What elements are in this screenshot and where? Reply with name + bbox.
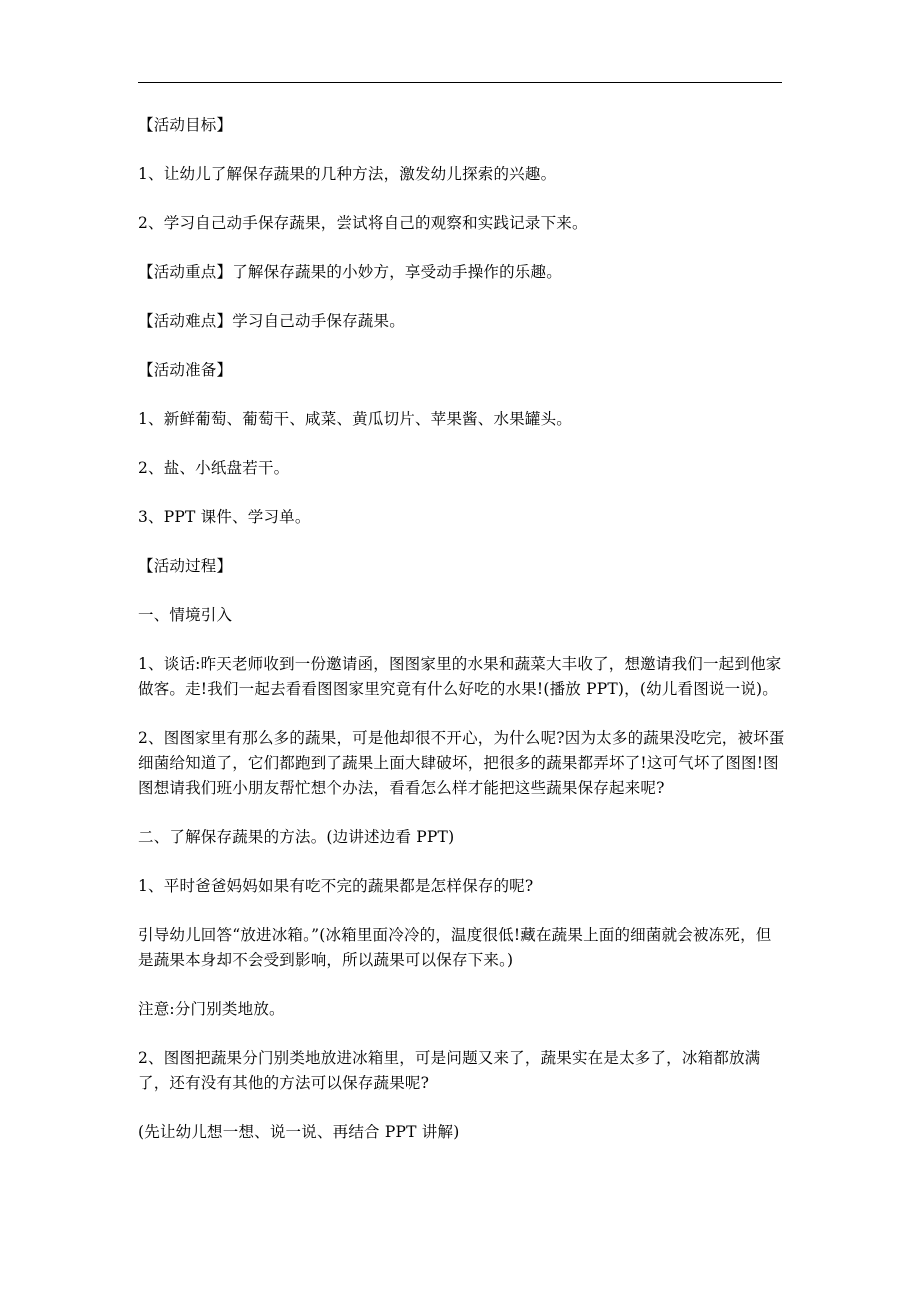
- difficult-point: 【活动难点】学习自己动手保存蔬果。: [138, 312, 405, 330]
- process-paragraph: (先让幼儿想一想、说一说、再结合 PPT 讲解): [138, 1123, 460, 1141]
- section-heading-preparation: 【活动准备】: [138, 361, 233, 379]
- preparation-item-2: 2、盐、小纸盘若干。: [138, 459, 290, 477]
- process-paragraph: 1、谈话:昨天老师收到一份邀请函，图图家里的水果和蔬菜大丰收了，想邀请我们一起到他家做客。走!我们一起去看看图图家里究竟有什么好吃的水果!(播放 PPT)，(幼儿看图说一说)。: [138, 655, 782, 698]
- goal-item-2: 2、学习自己动手保存蔬果，尝试将自己的观察和实践记录下来。: [138, 214, 588, 232]
- key-point: 【活动重点】了解保存蔬果的小妙方，享受动手操作的乐趣。: [138, 263, 562, 281]
- process-paragraph: 1、平时爸爸妈妈如果有吃不完的蔬果都是怎样保存的呢?: [138, 877, 534, 895]
- process-step-1-heading: 一、情境引入: [138, 606, 233, 624]
- process-step-2-heading: 二、了解保存蔬果的方法。(边讲述边看 PPT): [138, 828, 455, 846]
- section-heading-goals: 【活动目标】: [138, 116, 233, 134]
- goal-item-1: 1、让幼儿了解保存蔬果的几种方法，激发幼儿探索的兴趣。: [138, 165, 557, 183]
- note-paragraph: 注意:分门别类地放。: [138, 1000, 285, 1018]
- header-rule: [138, 82, 782, 83]
- process-paragraph: 引导幼儿回答“放进冰箱。”(冰箱里面冷冷的，温度很低!藏在蔬果上面的细菌就会被冻死，但是蔬果本身却不会受到影响，所以蔬果可以保存下来。): [138, 926, 772, 969]
- preparation-item-1: 1、新鲜葡萄、葡萄干、咸菜、黄瓜切片、苹果酱、水果罐头。: [138, 410, 572, 428]
- section-heading-process: 【活动过程】: [138, 557, 233, 575]
- process-paragraph: 2、图图家里有那么多的蔬果，可是他却很不开心，为什么呢?因为太多的蔬果没吃完，被坏蛋细菌给知道了，它们都跑到了蔬果上面大肆破坏，把很多的蔬果都弄坏了!这可气坏了图图!图图想请我们班小朋友帮忙想个办法，看看怎么样才能把这些蔬果保存起来呢?: [138, 729, 785, 797]
- process-paragraph: 2、图图把蔬果分门别类地放进冰箱里，可是问题又来了，蔬果实在是太多了，冰箱都放满了，还有没有其他的方法可以保存蔬果呢?: [138, 1049, 761, 1092]
- document-body: [138, 113, 786, 1169]
- preparation-item-3: 3、PPT 课件、学习单。: [138, 508, 311, 526]
